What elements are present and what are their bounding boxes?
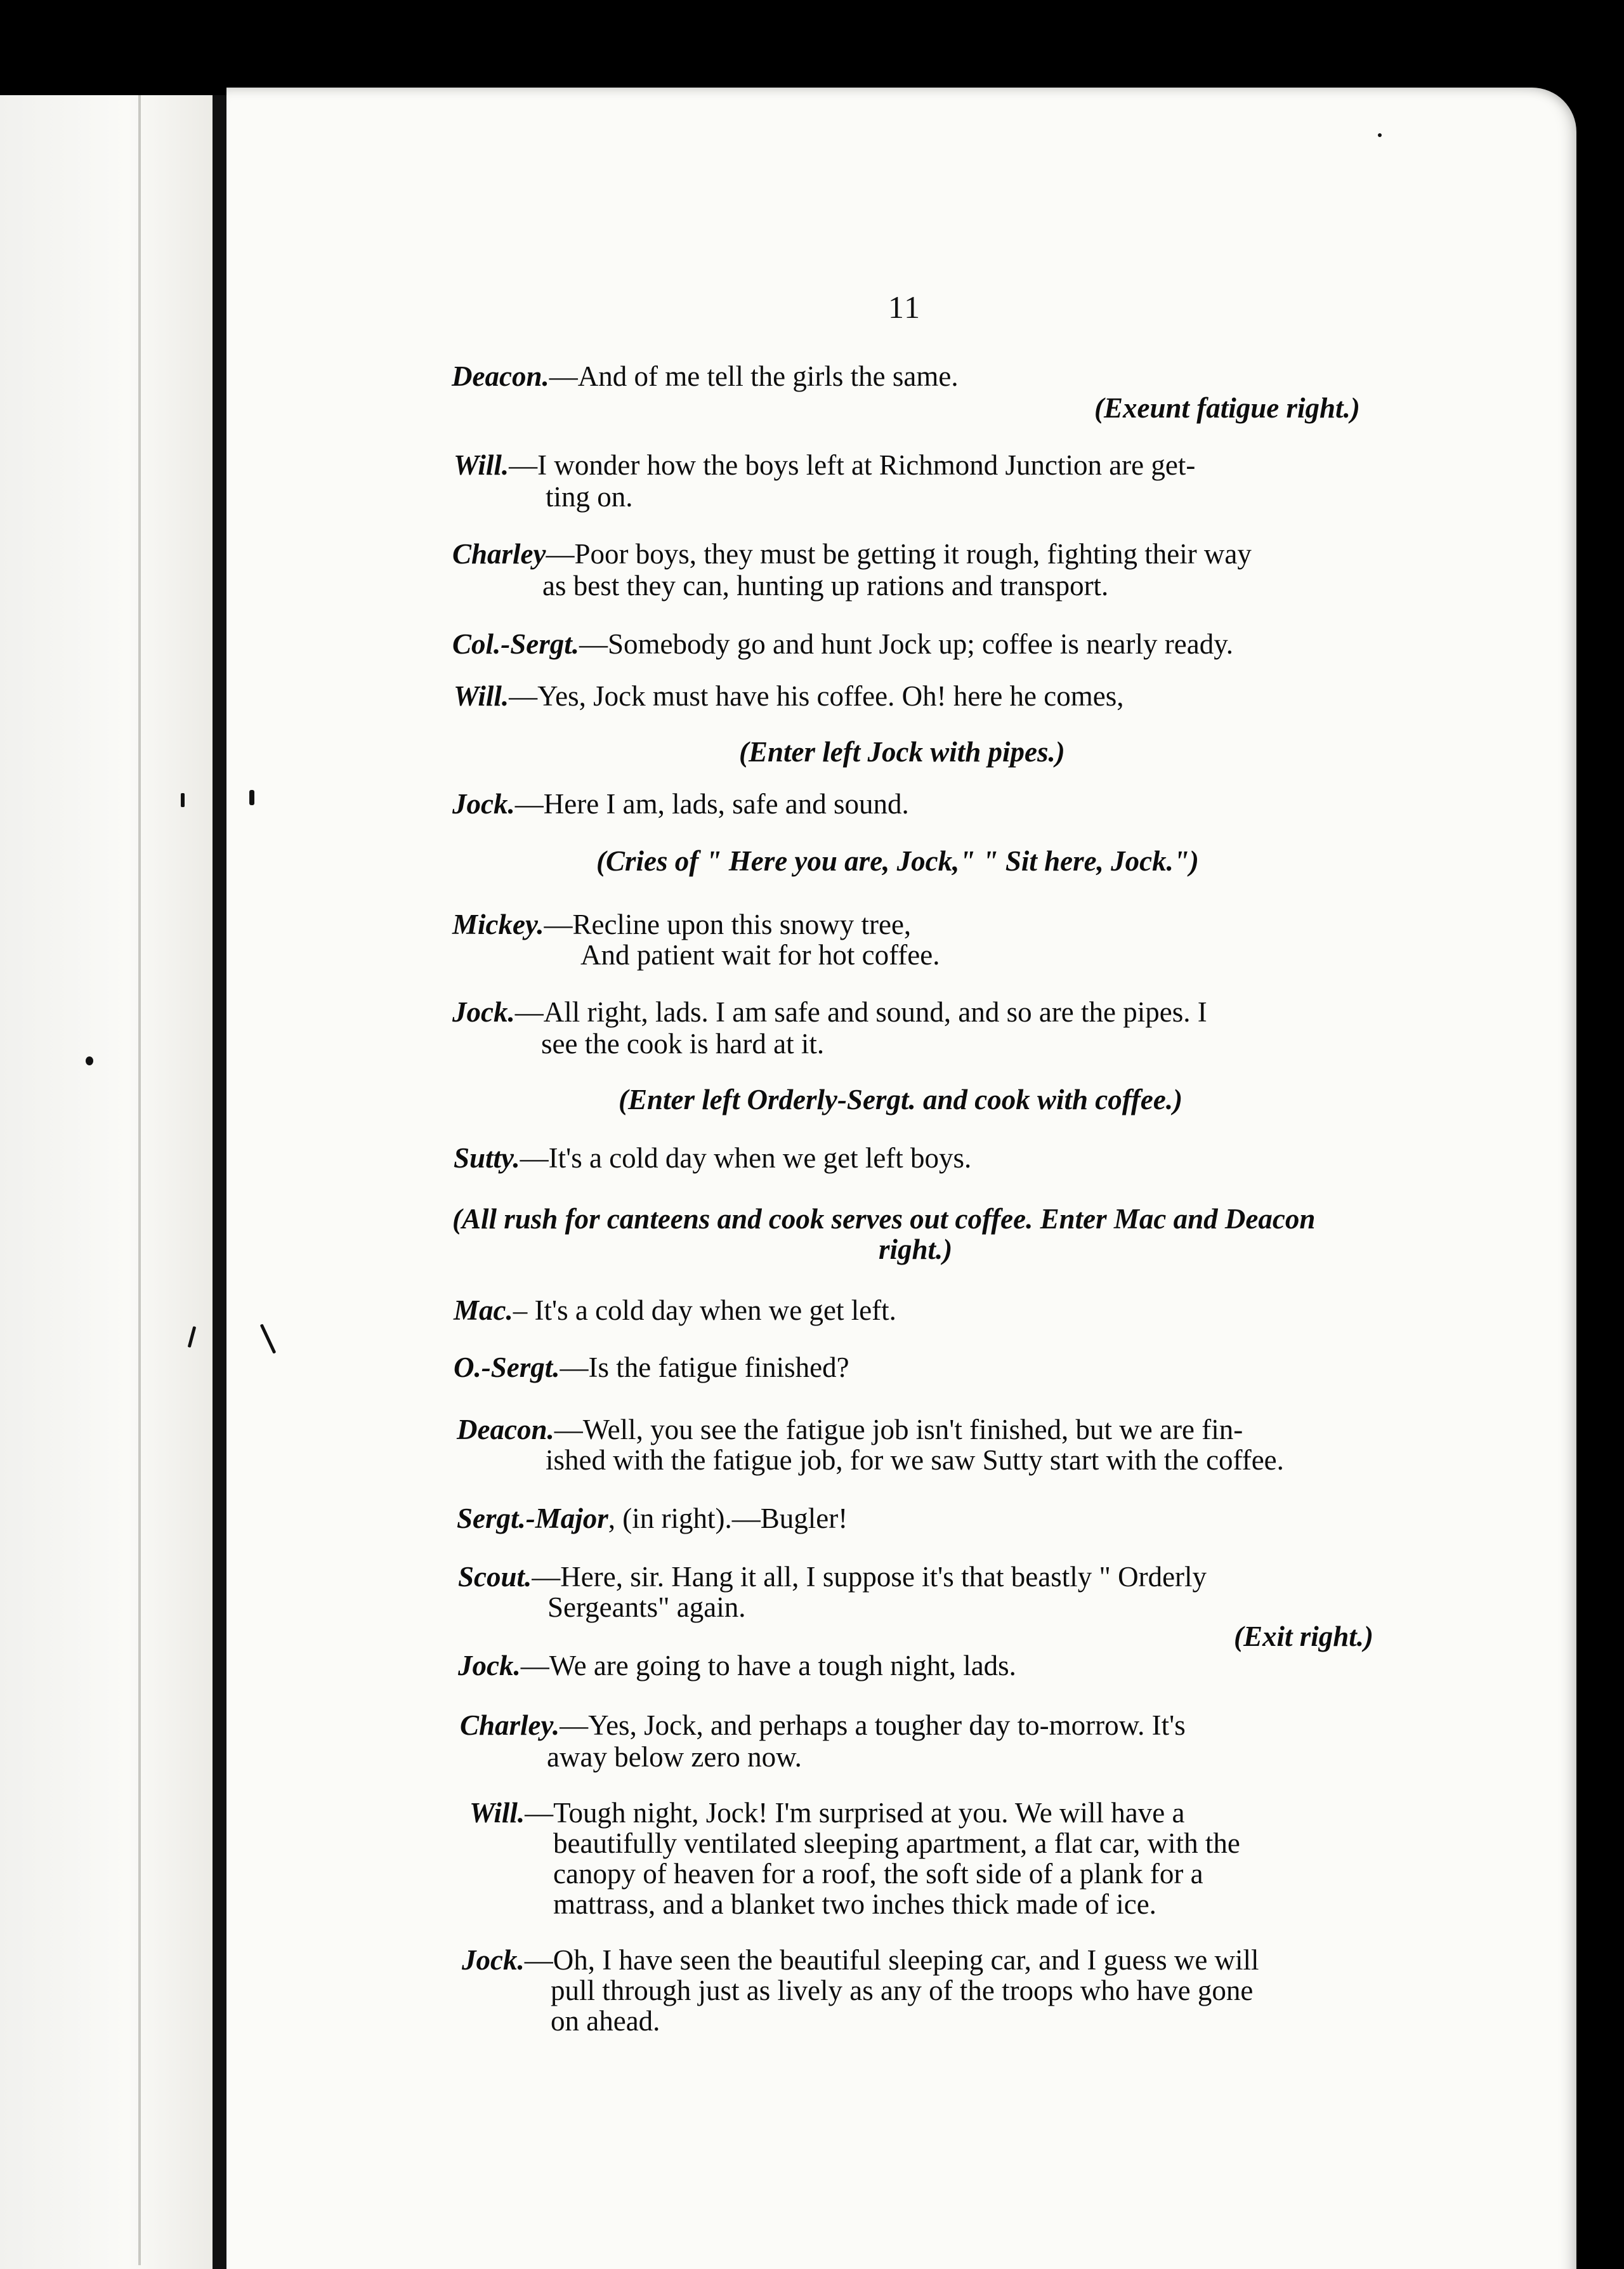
dialogue-line: [457, 1414, 1243, 1445]
dialogue-line: [469, 1797, 1184, 1829]
speaker-name: Col.-Sergt.: [452, 628, 580, 660]
dialogue-line: [452, 996, 1207, 1028]
dialogue-text: , (in right).—Bugler!: [608, 1503, 848, 1534]
stage-direction: (Exit right.): [1234, 1621, 1374, 1652]
dialogue-line: [452, 788, 909, 820]
dialogue-line: [457, 1503, 848, 1534]
dialogue-text: —Yes, Jock, and perhaps a tougher day to-morrow. It's: [560, 1709, 1186, 1741]
dialogue-line: [454, 680, 1123, 712]
speaker-name: Sergt.-Major: [457, 1503, 608, 1534]
dialogue-line: [452, 538, 1252, 570]
dialogue-continuation: away below zero now.: [547, 1741, 802, 1773]
speaker-name: Charley: [452, 538, 546, 570]
stage-direction: (Enter left Jock with pipes.): [739, 736, 1065, 768]
dialogue-text: —Tough night, Jock! I'm surprised at you. We will have a: [525, 1797, 1185, 1829]
dialogue-text: —Recline upon this snowy tree,: [544, 909, 912, 940]
dialogue-line: [454, 449, 1195, 481]
dialogue-line: [454, 1142, 971, 1174]
speaker-name: O.-Sergt.: [454, 1352, 560, 1383]
dialogue-line: [458, 1561, 1207, 1593]
speaker-name: Scout.: [458, 1561, 532, 1593]
dialogue-text: —Oh, I have seen the beautiful sleeping car, and I guess we will: [524, 1944, 1259, 1976]
dialogue-continuation: ished with the fatigue job, for we saw Sutty start with the coffee.: [546, 1444, 1284, 1476]
dialogue-continuation: And patient wait for hot coffee.: [580, 939, 940, 971]
page-number: 11: [888, 289, 922, 325]
dialogue-text: —Somebody go and hunt Jock up; coffee is nearly ready.: [579, 628, 1234, 660]
stage-direction: (Enter left Orderly-Sergt. and cook with coffee.): [619, 1084, 1183, 1115]
dialogue-text: —Poor boys, they must be getting it rough, fighting their way: [546, 538, 1252, 570]
dialogue-continuation: as best they can, hunting up rations and transport.: [542, 570, 1109, 602]
dialogue-continuation: on ahead.: [551, 2005, 660, 2037]
stage-direction-continuation: right.): [879, 1233, 953, 1265]
speaker-name: Charley.: [460, 1709, 560, 1741]
right-page: [226, 88, 1576, 2269]
speaker-name: Mac.: [454, 1294, 513, 1326]
dialogue-line: [462, 1944, 1259, 1976]
dialogue-line: [452, 909, 911, 940]
dialogue-text: —Is the fatigue finished?: [560, 1352, 849, 1383]
speaker-name: Will.: [469, 1797, 525, 1829]
dialogue-continuation: Sergeants" again.: [547, 1591, 746, 1623]
ink-speck: [86, 1056, 93, 1065]
dialogue-line: [452, 360, 959, 392]
speaker-name: Sutty.: [454, 1142, 520, 1174]
ink-speck: [249, 790, 254, 805]
speaker-name: Jock.: [452, 788, 515, 820]
speaker-name: Jock.: [452, 996, 515, 1028]
dialogue-text: —I wonder how the boys left at Richmond Junction are get-: [509, 449, 1196, 481]
dialogue-text: —It's a cold day when we get left boys.: [520, 1142, 972, 1174]
dialogue-text: —Well, you see the fatigue job isn't finished, but we are fin-: [554, 1414, 1243, 1445]
dialogue-text: —And of me tell the girls the same.: [549, 360, 959, 392]
left-facing-page: [0, 95, 213, 2269]
dialogue-line: [458, 1650, 1016, 1681]
speaker-name: Will.: [454, 680, 509, 712]
stage-direction: (All rush for canteens and cook serves out coffee. Enter Mac and Deacon: [452, 1203, 1316, 1235]
dialogue-line: [454, 1294, 896, 1326]
ink-speck: [181, 793, 185, 807]
stage-direction: (Cries of " Here you are, Jock," " Sit here, Jock."): [596, 845, 1199, 877]
stage-direction: (Exeunt fatigue right.): [1094, 392, 1360, 424]
dialogue-line: [452, 628, 1233, 660]
dialogue-continuation: mattrass, and a blanket two inches thick made of ice.: [553, 1888, 1156, 1920]
book-gutter: [213, 95, 226, 2269]
dialogue-continuation: ting on.: [546, 481, 633, 513]
dialogue-continuation: canopy of heaven for a roof, the soft side of a plank for a: [553, 1858, 1203, 1890]
dialogue-line: [454, 1352, 849, 1383]
dialogue-text: —Yes, Jock must have his coffee. Oh! here he comes,: [509, 680, 1124, 712]
speaker-name: Jock.: [458, 1650, 521, 1681]
speaker-name: Deacon.: [457, 1414, 554, 1445]
dialogue-continuation: beautifully ventilated sleeping apartment, a flat car, with the: [553, 1827, 1240, 1859]
dialogue-continuation: see the cook is hard at it.: [541, 1028, 825, 1060]
dialogue-text: —Here I am, lads, safe and sound.: [514, 788, 909, 820]
dialogue-text: – It's a cold day when we get left.: [513, 1294, 896, 1326]
speaker-name: Mickey.: [452, 909, 544, 940]
ink-speck: [1378, 133, 1382, 137]
speaker-name: Deacon.: [452, 360, 549, 392]
dialogue-text: —All right, lads. I am safe and sound, and so are the pipes. I: [514, 996, 1207, 1028]
page-edge-line: [138, 95, 141, 2265]
speaker-name: Jock.: [462, 1944, 525, 1976]
dialogue-continuation: pull through just as lively as any of the troops who have gone: [551, 1975, 1254, 2006]
dialogue-line: [460, 1709, 1186, 1741]
dialogue-text: —We are going to have a tough night, lads.: [520, 1650, 1016, 1681]
dialogue-text: —Here, sir. Hang it all, I suppose it's that beastly " Orderly: [532, 1561, 1207, 1593]
speaker-name: Will.: [454, 449, 509, 481]
